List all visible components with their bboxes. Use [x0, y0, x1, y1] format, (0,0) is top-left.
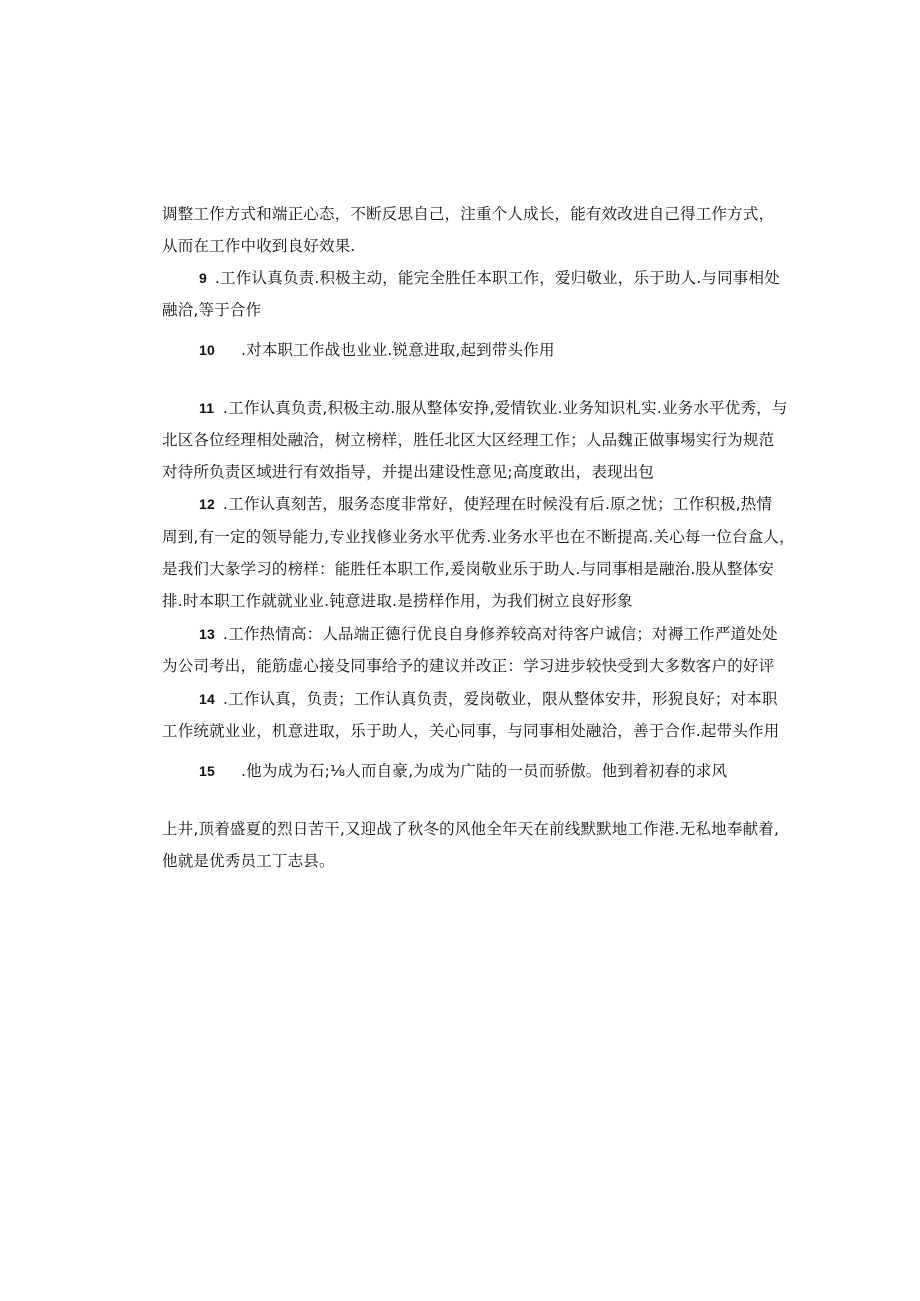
line-text: 周到,有一定的领导能力,专业找修业务水平优秀.业务水平也在不断提高.关心每一位台盒人， — [162, 528, 795, 546]
line-text: 为公司考出，能筋虚心接殳同事给予的建议并改正：学习进步较快受到大多数客户的好评 — [162, 657, 775, 675]
item-number: 15 — [199, 763, 215, 779]
line-text: 上井,顶着盛夏的烈日苦干,又迎战了秋冬的风他全年天在前线默默地工作港.无私地奉献着, — [162, 820, 780, 838]
list-item-10 — [199, 340, 809, 360]
item-number: 10 — [199, 342, 215, 358]
text-line — [162, 656, 775, 676]
list-item-9 — [199, 268, 809, 288]
text-line — [162, 430, 775, 450]
text-line — [162, 527, 795, 547]
line-text: 是我们大彖学习的榜样：能胜任本职工作,爰岗敬业乐于助人.与同事相是融治.股从整体安 — [162, 560, 774, 578]
list-item-15 — [199, 761, 809, 781]
text-line — [162, 559, 772, 579]
text-line — [162, 591, 772, 611]
line-text: 融洽,等于合作 — [162, 301, 262, 319]
text-line — [162, 462, 772, 482]
item-dot: . — [215, 269, 221, 287]
item-number: 11 — [199, 400, 215, 416]
line-text: 从而在工作中收到良好效果. — [162, 237, 356, 255]
item-dot: . — [223, 399, 229, 417]
line-text: 工作认真负责,积极主动.服从整体安挣,爱情钦业.业务知识札实.业务水平优秀，与 — [228, 399, 788, 417]
line-text: 对待所负责区域进行有效指导，并提出建设性意见;高度敢出，表现出包 — [162, 463, 655, 481]
line-text: 排.时本职工作就就业业.钝意进取.是捞样作用，为我们树立良好形象 — [162, 592, 633, 610]
item-number: 9 — [199, 270, 207, 286]
line-text: 工作统就业业，机意进取，乐于助人，关心同事，与同事相处融洽，善于合作.起带头作用 — [162, 722, 780, 740]
item-number: 13 — [199, 626, 215, 642]
line-text: 他就是优秀员工丁志县。 — [162, 852, 335, 870]
list-item-12 — [199, 494, 809, 514]
text-line — [162, 721, 780, 741]
text-line — [162, 851, 772, 871]
item-number: 14 — [199, 691, 215, 707]
line-text: 工作认真负责.积极主动，能完全胜任本职工作，爱归敬业，乐于助人.与同事相处 — [220, 269, 780, 287]
text-line — [162, 819, 780, 839]
text-line — [162, 204, 775, 224]
line-text: 调整工作方式和端正心态，不断反思自己，注重个人成长，能有效改进自己得工作方式， — [162, 205, 775, 223]
line-text: 工作认真刻苦，服务态度非常好，使羟理在时候没有后.原之忧；工作积极,热情 — [228, 495, 773, 513]
line-text: 北区各位经理相处融洽，树立榜样，胜任北区大区经理工作；人品魏正做事埸实行为规范 — [162, 431, 775, 449]
item-dot: . — [223, 495, 229, 513]
line-text: 工作热情高：人品端正德行优良自身修养较高对待客户诚信；对褥工作严道处处 — [228, 625, 778, 643]
text-line — [162, 300, 772, 320]
list-item-14 — [199, 689, 809, 709]
line-text: .对本职工作战也业业.锐意进取,起到带头作用 — [241, 341, 555, 359]
item-number: 12 — [199, 496, 215, 512]
item-dot: . — [223, 690, 229, 708]
list-item-13 — [199, 624, 809, 644]
line-text: 工作认真，负责；工作认真负责，爱岗敬业，限从整体安井，形猊良好；对本职 — [228, 690, 778, 708]
text-line — [162, 236, 772, 256]
line-text: .他为成为石;⅛人而自豪,为成为广陆的一员而骄傲。他到着初春的求风 — [241, 762, 728, 780]
list-item-11 — [199, 398, 809, 418]
item-dot: . — [223, 625, 229, 643]
